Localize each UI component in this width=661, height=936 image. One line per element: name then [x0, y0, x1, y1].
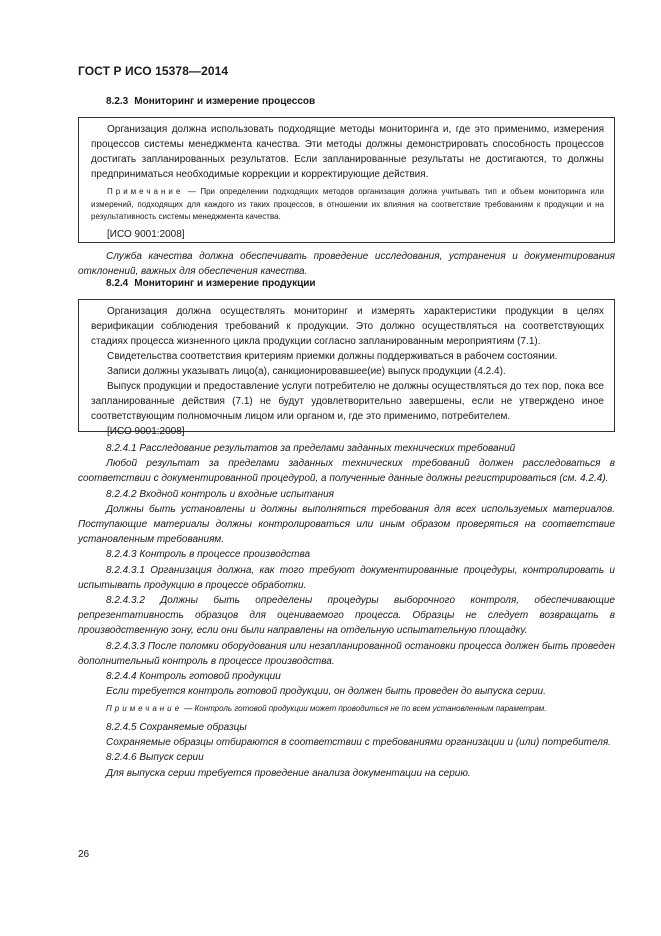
iso-quote-box-1: [78, 117, 615, 243]
subsections-body: [78, 441, 615, 781]
note-text: — Контроль готовой продукции может проводиться не по всем установленным параметрам.: [182, 704, 547, 714]
quote-paragraph: Организация должна использовать подходящие методы мониторинга и, где это применимо, измерения процессов системы менеджмента качества. Эти методы должны демонстрировать способность процессов достигать запланированных результатов. Если запланированные результаты не достигаются, то должны предприниматься необходимые коррекции и корректирующие действия.: [91, 124, 604, 180]
quote-paragraph-1: Организация должна осуществлять мониторинг и измерять характеристики продукции в целях верификации соблюдения требований к продукции. Это должно осуществляться на соответствующих стадиях процесса жизненного цикла продукции согласно запланированным мероприятиям (7.1).: [91, 306, 604, 347]
section-8-2-4-heading: [106, 278, 316, 289]
iso-quote-box-2: [78, 299, 615, 437]
document-header: ГОСТ Р ИСО 15378—2014: [78, 64, 229, 78]
paragraph-8-2-4-5: Сохраняемые образцы отбираются в соответствии с требованиями организации и (или) потребителя.: [106, 737, 611, 749]
quality-service-paragraph: Служба качества должна обеспечивать проведение исследования, устранения и документирования отклонений, важных для обеспечения качества.: [78, 251, 615, 278]
note-8-2-4-4: [78, 703, 615, 716]
paragraph-8-2-4-3-2: 8.2.4.3.2 Должны быть определены процедуры выборочного контроля, обеспечивающие репрезентативность образцов для оцениваемого процесса. Образцы не следует возвращать в производственную зону, если они были направлены на отдельную испытательную площадку.: [78, 595, 615, 637]
heading-8-2-4-5: 8.2.4.5 Сохраняемые образцы: [106, 721, 247, 733]
quote-reference: [ИСО 9001:2008]: [107, 426, 185, 437]
note-text: — При определении подходящих методов организация должна учитывать тип и объем мониторинга или измерений, подходящих для каждого из таких процессов, в отношении их влияния на соответствие требованиям к продукции и на результативность системы менеджмента качества.: [91, 187, 604, 221]
heading-8-2-4-2: 8.2.4.2 Входной контроль и входные испытания: [106, 488, 335, 500]
heading-8-2-4-1: 8.2.4.1 Расследование результатов за пределами заданных технических требований: [106, 443, 516, 454]
after-box-text: [78, 249, 615, 279]
section-title: Мониторинг и измерение продукции: [134, 278, 316, 289]
paragraph-8-2-4-2: Должны быть установлены и должны выполняться требования для всех используемых материалов. Поступающие материалы должны контролироваться или иным образом проверяться на соответствие установленным требованиям.: [78, 503, 615, 546]
paragraph-8-2-4-4: Если требуется контроль готовой продукции, он должен быть проведен до выпуска серии.: [106, 686, 546, 698]
heading-8-2-4-6: 8.2.4.6 Выпуск серии: [106, 752, 204, 764]
note-label: Примечание: [106, 704, 183, 714]
section-title: Мониторинг и измерение процессов: [134, 96, 316, 107]
quote-note: [91, 186, 604, 224]
heading-8-2-4-4: 8.2.4.4 Контроль готовой продукции: [106, 671, 281, 683]
paragraph-8-2-4-3-1: 8.2.4.3.1 Организация должна, как того требуют документированные процедуры, контролировать и испытывать продукцию в процессе обработки.: [78, 564, 615, 591]
quote-paragraph-2: Свидетельства соответствия критериям приемки должны поддерживаться в рабочем состоянии.: [107, 351, 558, 362]
page-number: 26: [78, 849, 90, 860]
section-8-2-3-heading: [106, 96, 315, 107]
heading-8-2-4-3: 8.2.4.3 Контроль в процессе производства: [106, 549, 311, 561]
section-number: 8.2.4: [106, 278, 129, 289]
paragraph-8-2-4-1: Любой результат за пределами заданных технических требований должен расследоваться в соответствии с документированной процедурой, а полученные данные должны регистрироваться (см. 4.2.4).: [78, 458, 615, 485]
paragraph-8-2-4-3-3: 8.2.4.3.3 После поломки оборудования или незапланированной остановки процесса должен быть проведен дополнительный контроль в процессе производства.: [78, 640, 615, 667]
quote-reference: [ИСО 9001:2008]: [107, 228, 185, 240]
note-label: Примечание: [107, 187, 184, 196]
section-number: 8.2.3: [106, 96, 129, 107]
paragraph-8-2-4-6: Для выпуска серии требуется проведение анализа документации на серию.: [106, 767, 471, 779]
quote-paragraph-4: Выпуск продукции и предоставление услуги потребителю не должны осуществляться до тех пор, пока все запланированные действия (7.1) не будут удовлетворительно завершены, если не утверждено иное соответствующим полномочным лицом или органом и, где это применимо, потребителем.: [91, 381, 604, 422]
quote-paragraph-3: Записи должны указывать лицо(а), санкционировавшее(ие) выпуск продукции (4.2.4).: [107, 366, 506, 377]
